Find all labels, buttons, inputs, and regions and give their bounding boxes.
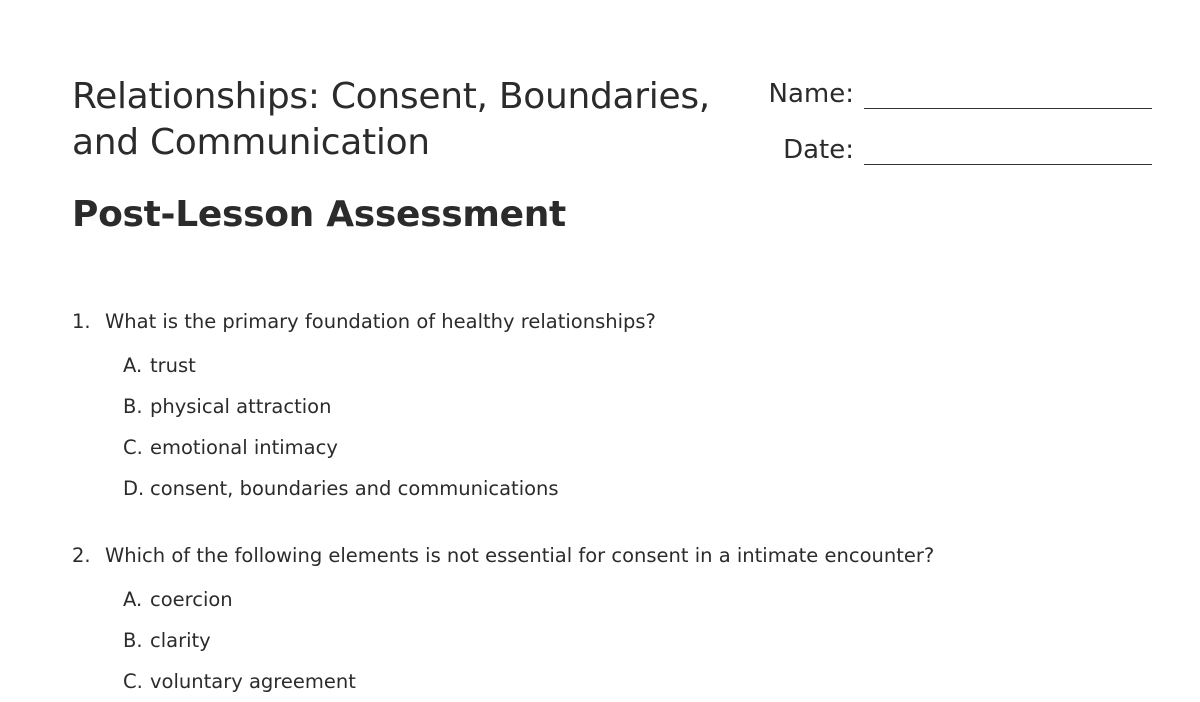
- name-blank-line[interactable]: [864, 78, 1152, 109]
- option-text: consent, boundaries and communications: [150, 477, 559, 500]
- option-b[interactable]: [123, 620, 934, 661]
- option-text: trust: [150, 354, 196, 377]
- option-letter: D.: [123, 477, 145, 500]
- option-c[interactable]: [123, 427, 656, 468]
- name-field[interactable]: [769, 78, 1152, 109]
- option-text: emotional intimacy: [150, 436, 338, 459]
- option-a[interactable]: [123, 579, 934, 620]
- option-text: physical attraction: [150, 395, 332, 418]
- option-text: coercion: [150, 588, 233, 611]
- option-text: clarity: [150, 629, 211, 652]
- worksheet-subtitle: Post-Lesson Assessment: [72, 194, 566, 235]
- question-1: [72, 310, 656, 509]
- option-letter: C.: [123, 436, 143, 459]
- question-2: [72, 544, 934, 702]
- name-label: Name:: [768, 79, 854, 109]
- worksheet-title: Relationships: Consent, Boundaries, and Communication: [72, 76, 710, 163]
- date-field[interactable]: [783, 134, 1152, 165]
- option-letter: A.: [123, 588, 143, 611]
- option-letter: B.: [123, 395, 143, 418]
- option-text: voluntary agreement: [150, 670, 356, 693]
- date-blank-line[interactable]: [864, 134, 1152, 165]
- option-letter: B.: [123, 629, 143, 652]
- date-label: Date:: [783, 135, 854, 165]
- question-text: What is the primary foundation of healthy relationships?: [105, 310, 656, 333]
- option-a[interactable]: [123, 345, 656, 386]
- option-d[interactable]: [123, 468, 656, 509]
- question-number: 1.: [72, 310, 91, 333]
- option-letter: A.: [123, 354, 143, 377]
- option-b[interactable]: [123, 386, 656, 427]
- question-text: Which of the following elements is not essential for consent in a intimate encounter?: [105, 544, 935, 567]
- question-number: 2.: [72, 544, 91, 567]
- option-c[interactable]: [123, 661, 934, 702]
- option-letter: C.: [123, 670, 143, 693]
